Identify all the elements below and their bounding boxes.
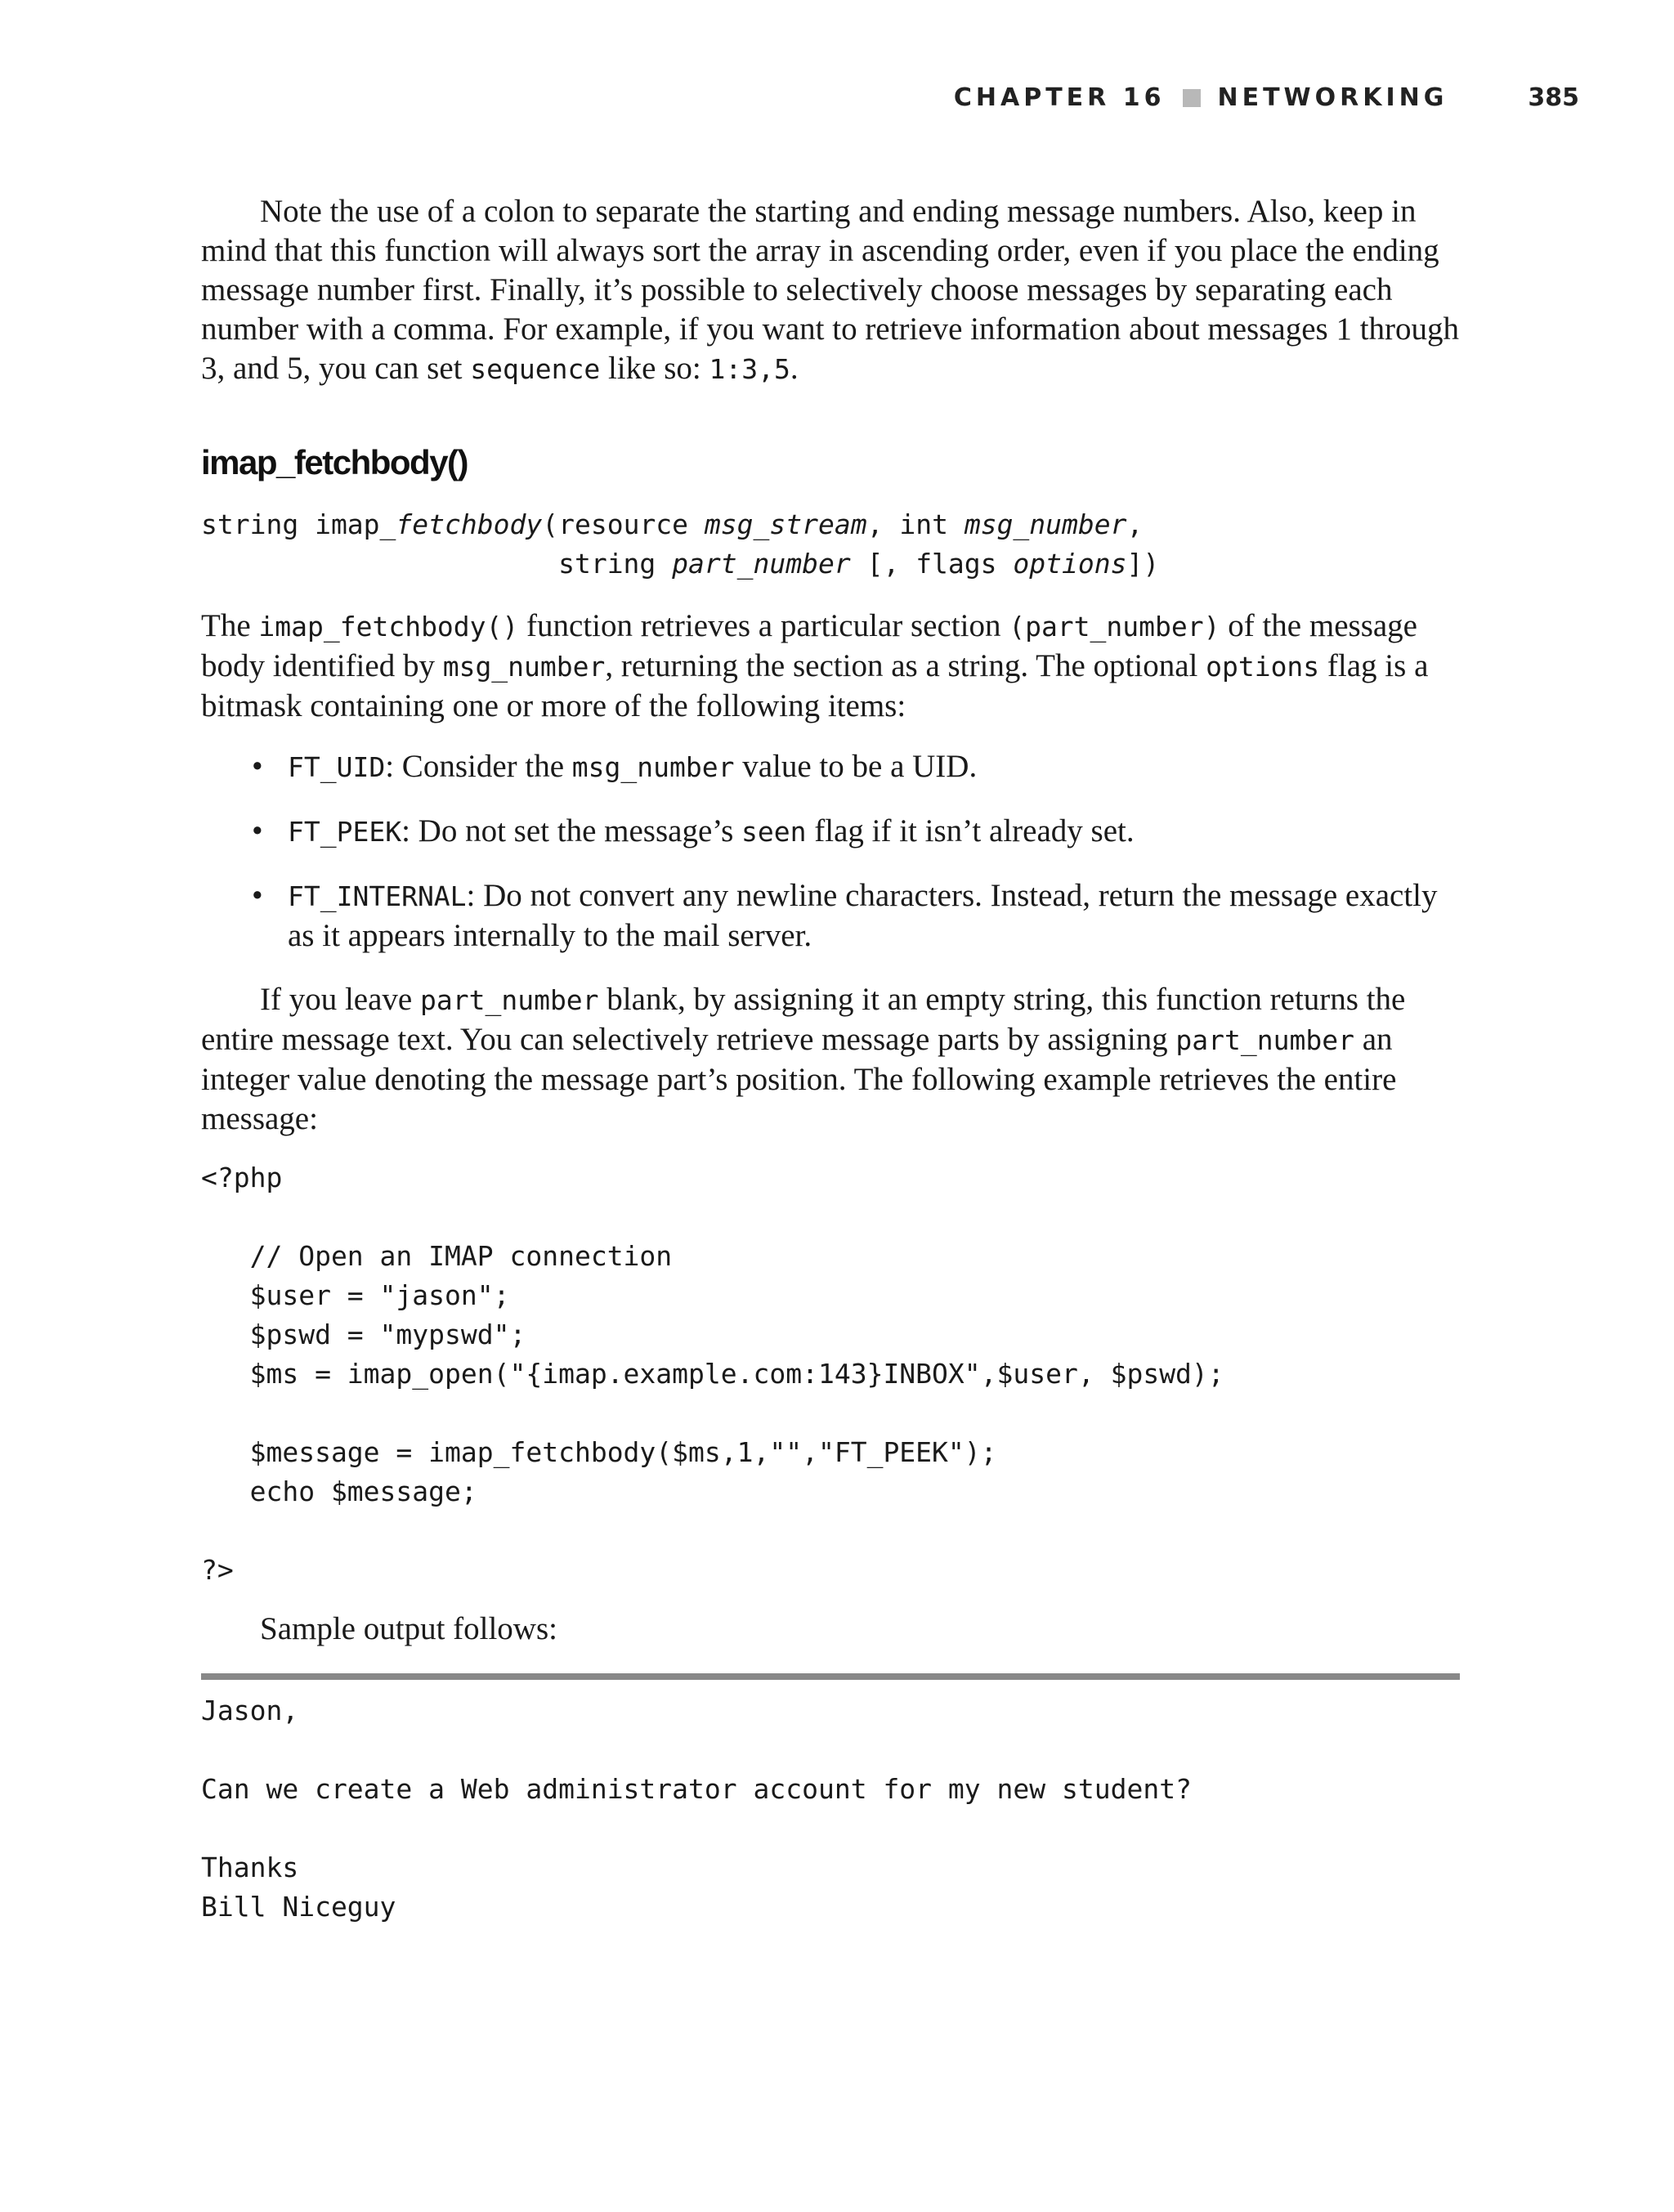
inline-code: options: [1206, 651, 1320, 683]
list-item: • FT_PEEK: Do not set the message’s seen flag if it isn’t already set.: [201, 812, 1460, 852]
body-paragraph: If you leave part_number blank, by assigning it an empty string, this function returns the entire message text. You can selectively retrieve message parts by assigning part_number an integer value denoting the message part’s position. The following example retrieves the entire message:: [201, 982, 1406, 1136]
inline-code: sequence: [470, 353, 601, 385]
flags-list: [201, 747, 1460, 956]
header-separator-square: [1183, 89, 1201, 107]
inline-code: imap_fetchbody(): [258, 611, 519, 643]
sample-output-label: Sample output follows:: [260, 1611, 557, 1646]
intro-paragraph: Note the use of a colon to separate the starting and ending message numbers. Also, keep in mind that this function will always sort the array in ascending order, even if you place the ending message number first. Finally, it’s possible to selectively choose messages by separating each number with a comma. For example, if you want to retrieve information about messages 1 through 3, and 5, you can set sequence like so: 1:3,5.: [201, 194, 1460, 386]
bullet-icon: •: [252, 813, 263, 849]
running-header: [954, 83, 1579, 112]
list-item: • FT_INTERNAL: Do not convert any newline characters. Instead, return the message exactly as it appears internally to the mail server.: [252, 878, 1438, 953]
horizontal-rule: [201, 1673, 1460, 1680]
inline-code: 1:3,5: [709, 353, 790, 385]
section-heading: imap_fetchbody(): [201, 443, 468, 481]
description-paragraph: The imap_fetchbody() function retrieves a particular section (part_number) of the message body identified by msg_number, returning the section as a string. The optional options flag is a bitmask containing one or more of the following items:: [201, 608, 1429, 723]
list-item: • FT_UID: Consider the msg_number value to be a UID.: [201, 747, 1460, 787]
inline-code: (part_number): [1009, 611, 1220, 643]
code-example: <?php // Open an IMAP connection $user = "jason"; $pswd = "mypswd"; $ms = imap_open("{imap.example.com:143}INBOX",$user, $pswd); $message = imap_fetchbody($ms,1,"","FT_PEEK"); echo $message; ?>: [201, 1162, 1224, 1586]
section-label: NETWORKING: [1217, 83, 1448, 112]
page-number: 385: [1528, 83, 1579, 112]
bullet-icon: •: [252, 749, 263, 784]
chapter-label: CHAPTER 16: [953, 83, 1166, 112]
bullet-icon: •: [252, 878, 263, 913]
inline-code: msg_number: [442, 651, 606, 683]
inline-code: part_number: [420, 984, 599, 1016]
page-body: [201, 192, 1460, 1927]
sample-output: Jason, Can we create a Web administrator account for my new student? Thanks Bill Niceguy: [201, 1695, 1192, 1923]
inline-code: part_number: [1175, 1024, 1354, 1056]
function-signature: string imap_fetchbody(resource msg_stream, int msg_number, string part_number [, flags options]): [201, 508, 1160, 580]
